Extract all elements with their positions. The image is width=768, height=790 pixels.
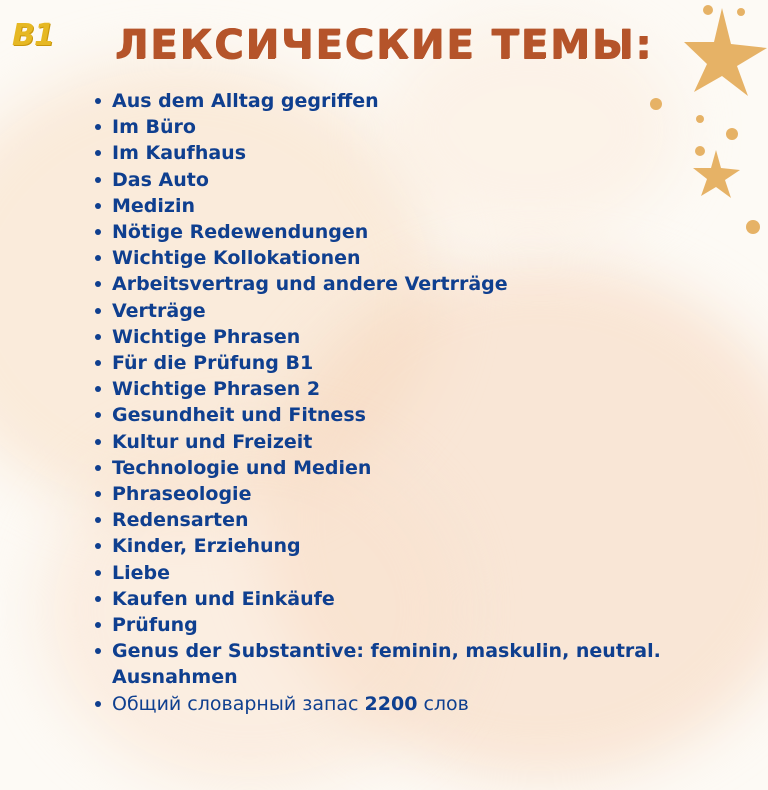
list-item: Medizin <box>92 193 732 219</box>
list-item: Kaufen und Einkäufe <box>92 586 732 612</box>
list-item: Genus der Substantive: feminin, maskulin, neutral. Ausnahmen <box>92 638 732 690</box>
list-item: Verträge <box>92 298 732 324</box>
list-item: Prüfung <box>92 612 732 638</box>
list-item: Wichtige Phrasen 2 <box>92 376 732 402</box>
list-item: Gesundheit und Fitness <box>92 402 732 428</box>
vocabulary-count: 2200 <box>364 692 418 715</box>
dot-icon <box>737 8 745 16</box>
page-title: ЛЕКСИЧЕСКИЕ ТЕМЫ: <box>114 22 654 68</box>
list-item: Kinder, Erziehung <box>92 533 732 559</box>
list-item: Phraseologie <box>92 481 732 507</box>
list-item: Wichtige Phrasen <box>92 324 732 350</box>
list-item: Arbeitsvertrag und andere Vertrräge <box>92 271 732 297</box>
list-item: Nötige Redewendungen <box>92 219 732 245</box>
list-item: Das Auto <box>92 167 732 193</box>
list-item: Für die Prüfung B1 <box>92 350 732 376</box>
list-item: Wichtige Kollokationen <box>92 245 732 271</box>
list-item: Im Büro <box>92 114 732 140</box>
vocabulary-prefix: Общий словарный запас <box>112 692 365 715</box>
list-item: Redensarten <box>92 507 732 533</box>
list-item: Technologie und Medien <box>92 455 732 481</box>
vocabulary-suffix: слов <box>417 692 469 715</box>
level-badge: B1 <box>12 18 54 53</box>
list-item-vocabulary-total <box>92 691 732 717</box>
dot-icon <box>746 220 760 234</box>
dot-icon <box>703 5 713 15</box>
list-item: Kultur und Freizeit <box>92 429 732 455</box>
list-item: Liebe <box>92 560 732 586</box>
star-icon <box>684 8 767 96</box>
list-item: Im Kaufhaus <box>92 140 732 166</box>
list-item: Aus dem Alltag gegriffen <box>92 88 732 114</box>
topic-list <box>92 88 732 717</box>
